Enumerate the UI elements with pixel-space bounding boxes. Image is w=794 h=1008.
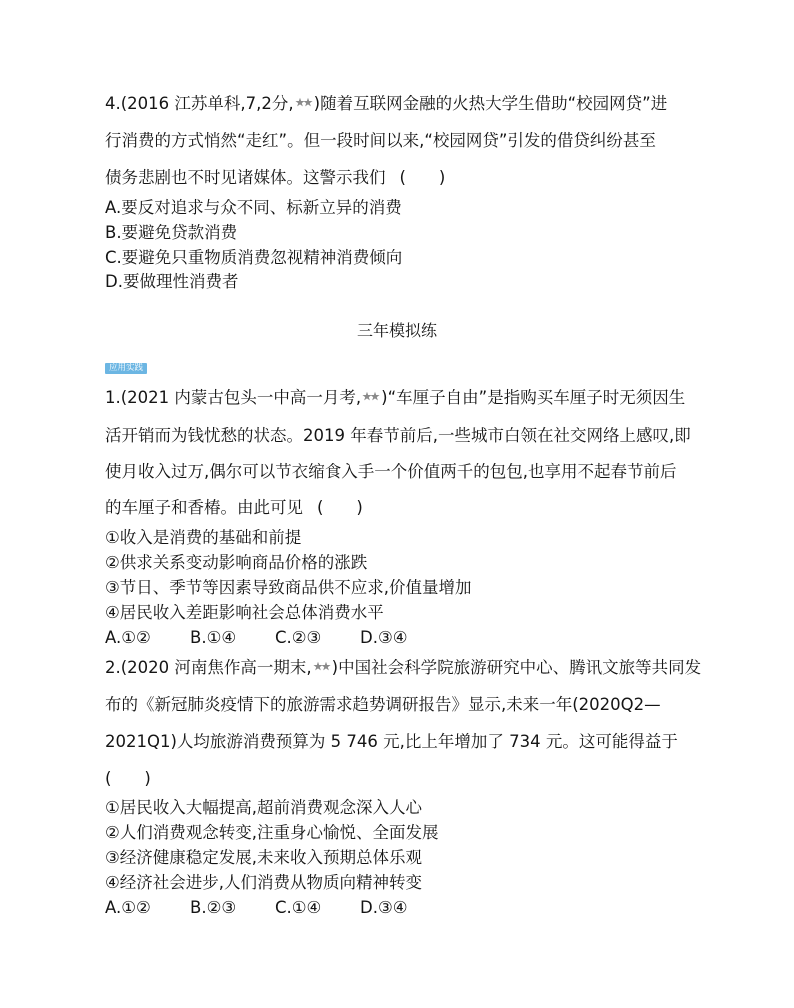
q2-choice-d: D.③④ [360,898,408,917]
q2-stem-start: )中国社会科学院旅游研究中心、腾讯文旅等共同发 [331,658,702,677]
q4-choice-c: C.要避免只重物质消费忽视精神消费倾向 [105,248,403,267]
q1-statement-3: ③节日、季节等因素导致商品供不应求,价值量增加 [105,578,472,597]
q2-choices [105,896,445,920]
q4-choice-b: B.要避免贷款消费 [105,223,238,242]
q1-stem-start: )“车厘子自由”是指购买车厘子时无须因生 [381,388,686,407]
difficulty-stars-icon [313,661,331,672]
q1-stem-line-2: 活开销而为钱忧愁的状态。2019 年春节前后,一些城市白领在社交网络上感叹,即 [105,426,691,445]
q1-stem-end: 的车厘子和香椿。由此可见 [105,498,303,517]
q2-stem-line-2: 布的《新冠肺炎疫情下的旅游需求趋势调研报告》显示,未来一年(2020Q2— [105,695,661,714]
q2-stem-line-3: 2021Q1)人均旅游消费预算为 5 746 元,比上年增加了 734 元。这可能得益于 [105,732,678,751]
section-title: 三年模拟练 [356,321,437,340]
q1-answer-blank: ( ) [317,498,363,517]
q1-source: 1.(2021 内蒙古包头一中高一月考, [105,388,362,407]
q1-stem-line-4 [105,496,363,520]
q2-choice-b: B.②③ [190,898,237,917]
q4-stem-end: 债务悲剧也不时见诸媒体。这警示我们 [105,168,386,187]
difficulty-stars-icon [362,391,380,402]
q4-source: 4.(2016 江苏单科,7,2分, [105,94,294,113]
q2-statement-1: ①居民收入大幅提高,超前消费观念深入人心 [105,798,423,817]
q4-stem-line-1 [105,92,667,116]
q4-answer-blank: ( ) [399,168,446,187]
q2-stem-line-1 [105,656,701,680]
q4-stem-start: )随着互联网金融的火热大学生借助“校园网贷”进 [313,94,668,113]
q1-choice-d: D.③④ [360,628,408,647]
q1-stem-line-1 [105,386,685,410]
q2-statement-4: ④经济社会进步,人们消费从物质向精神转变 [105,873,423,892]
q2-source: 2.(2020 河南焦作高一期末, [105,658,312,677]
q2-choice-a: A.①② [105,898,151,917]
q2-answer-blank: ( ) [105,769,151,788]
section-tag-badge: 应用实践 [105,363,147,374]
q1-choices [105,626,445,650]
q2-statement-3: ③经济健康稳定发展,未来收入预期总体乐观 [105,848,423,867]
q2-statement-2: ②人们消费观念转变,注重身心愉悦、全面发展 [105,823,439,842]
q1-choice-a: A.①② [105,628,151,647]
q1-choice-b: B.①④ [190,628,237,647]
q1-stem-line-3: 使月收入过万,偶尔可以节衣缩食入手一个价值两千的包包,也享用不起春节前后 [105,462,677,481]
difficulty-stars-icon [295,97,313,108]
q4-stem-line-3 [105,166,445,190]
q1-statement-1: ①收入是消费的基础和前提 [105,528,302,547]
q4-stem-line-2: 行消费的方式悄然“走红”。但一段时间以来,“校园网贷”引发的借贷纠纷甚至 [105,131,656,150]
q4-choice-a: A.要反对追求与众不同、标新立异的消费 [105,198,402,217]
q1-statement-2: ②供求关系变动影响商品价格的涨跌 [105,553,368,572]
q1-statement-4: ④居民收入差距影响社会总体消费水平 [105,603,384,622]
q4-choice-d: D.要做理性消费者 [105,272,239,291]
q1-choice-c: C.②③ [275,628,322,647]
q2-choice-c: C.①④ [275,898,322,917]
